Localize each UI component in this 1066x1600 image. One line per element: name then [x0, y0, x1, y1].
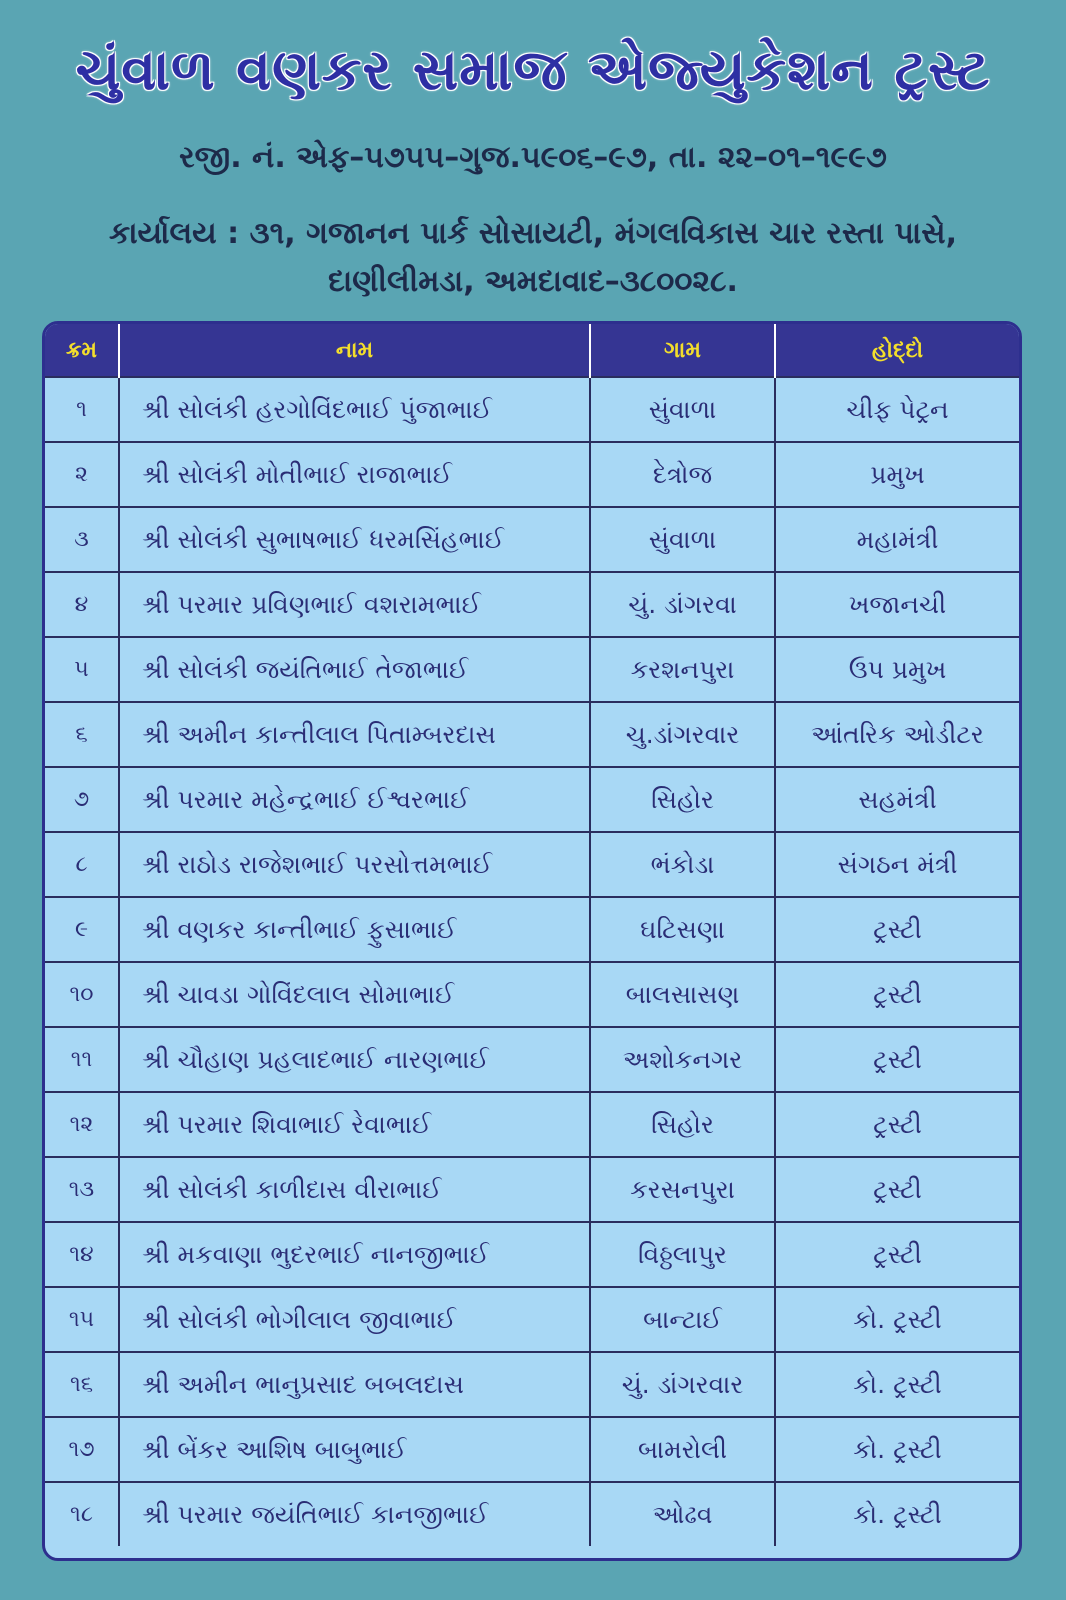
- serial-number-cell: ૧૭: [45, 1417, 119, 1482]
- table-row: [45, 377, 1019, 442]
- village-cell: સુંવાળા: [590, 377, 775, 442]
- member-name-cell: શ્રી રાઠોડ રાજેશભાઈ પરસોત્તમભાઈ: [119, 832, 590, 897]
- village-cell: સિહોર: [590, 767, 775, 832]
- post-cell: ટ્રસ્ટી: [775, 1157, 1019, 1222]
- trustee-table: [45, 324, 1019, 1546]
- table-row: [45, 1222, 1019, 1287]
- village-cell: ચું. ડાંગરવાર: [590, 1352, 775, 1417]
- village-cell: સિહોર: [590, 1092, 775, 1157]
- table-row: [45, 1417, 1019, 1482]
- serial-number-cell: ૫: [45, 637, 119, 702]
- post-cell: આંતરિક ઓડીટર: [775, 702, 1019, 767]
- member-name-cell: શ્રી પરમાર જયંતિભાઈ કાનજીભાઈ: [119, 1482, 590, 1546]
- post-cell: કો. ટ્રસ્ટી: [775, 1287, 1019, 1352]
- serial-number-cell: ૩: [45, 507, 119, 572]
- member-name-cell: શ્રી મકવાણા ભુદરભાઈ નાનજીભાઈ: [119, 1222, 590, 1287]
- post-cell: ઉપ પ્રમુખ: [775, 637, 1019, 702]
- table-row: [45, 572, 1019, 637]
- trust-title: ચુંવાળ વણકર સમાજ એજ્યુકેશન ટ્રસ્ટ: [75, 38, 991, 103]
- table-row: [45, 1092, 1019, 1157]
- post-cell: કો. ટ્રસ્ટી: [775, 1352, 1019, 1417]
- table-row: [45, 897, 1019, 962]
- post-cell: સંગઠન મંત્રી: [775, 832, 1019, 897]
- member-name-cell: શ્રી અમીન ભાનુપ્રસાદ બબલદાસ: [119, 1352, 590, 1417]
- member-name-cell: શ્રી સોલંકી જયંતિભાઈ તેજાભાઈ: [119, 637, 590, 702]
- member-name-cell: શ્રી સોલંકી મોતીભાઈ રાજાભાઈ: [119, 442, 590, 507]
- serial-number-cell: ૯: [45, 897, 119, 962]
- serial-number-cell: ૨: [45, 442, 119, 507]
- village-cell: ભંકોડા: [590, 832, 775, 897]
- post-cell: કો. ટ્રસ્ટી: [775, 1482, 1019, 1546]
- village-cell: ચું. ડાંગરવા: [590, 572, 775, 637]
- village-cell: દેત્રોજ: [590, 442, 775, 507]
- village-cell: ઘટિસણા: [590, 897, 775, 962]
- member-name-cell: શ્રી ચૌહાણ પ્રહલાદભાઈ નારણભાઈ: [119, 1027, 590, 1092]
- serial-number-cell: ૮: [45, 832, 119, 897]
- post-cell: ટ્રસ્ટી: [775, 897, 1019, 962]
- serial-number-cell: ૧૨: [45, 1092, 119, 1157]
- member-name-cell: શ્રી પરમાર પ્રવિણભાઈ વશરામભાઈ: [119, 572, 590, 637]
- member-name-cell: શ્રી બેંકર આશિષ બાબુભાઈ: [119, 1417, 590, 1482]
- village-cell: બામરોલી: [590, 1417, 775, 1482]
- serial-number-cell: ૧૮: [45, 1482, 119, 1546]
- table-row: [45, 702, 1019, 767]
- table-row: [45, 1352, 1019, 1417]
- table-row: [45, 1027, 1019, 1092]
- post-cell: ટ્રસ્ટી: [775, 1222, 1019, 1287]
- serial-number-cell: ૬: [45, 702, 119, 767]
- post-cell: ટ્રસ્ટી: [775, 1027, 1019, 1092]
- village-cell: વિઠ્ઠલાપુર: [590, 1222, 775, 1287]
- table-row: [45, 1482, 1019, 1546]
- post-cell: કો. ટ્રસ્ટી: [775, 1417, 1019, 1482]
- village-cell: કરસનપુરા: [590, 1157, 775, 1222]
- post-cell: સહમંત્રી: [775, 767, 1019, 832]
- column-header-serial: ક્રમ: [45, 324, 119, 377]
- member-name-cell: શ્રી વણકર કાન્તીભાઈ ફુસાભાઈ: [119, 897, 590, 962]
- table-row: [45, 832, 1019, 897]
- table-row: [45, 442, 1019, 507]
- table-header-row: [45, 324, 1019, 377]
- table-row: [45, 767, 1019, 832]
- column-header-village: ગામ: [590, 324, 775, 377]
- member-name-cell: શ્રી અમીન કાન્તીલાલ પિતામ્બરદાસ: [119, 702, 590, 767]
- column-header-post: હોદ્દો: [775, 324, 1019, 377]
- village-cell: બાન્ટાઈ: [590, 1287, 775, 1352]
- office-address-line-1: કાર્યાલય : ૩૧, ગજાનન પાર્ક સોસાયટી, મંગલવિકાસ ચાર રસ્તા પાસે,: [109, 216, 957, 251]
- village-cell: કરશનપુરા: [590, 637, 775, 702]
- member-name-cell: શ્રી સોલંકી સુભાષભાઈ ધરમસિંહભાઈ: [119, 507, 590, 572]
- post-cell: ટ્રસ્ટી: [775, 1092, 1019, 1157]
- table-row: [45, 1287, 1019, 1352]
- village-cell: બાલસાસણ: [590, 962, 775, 1027]
- table-row: [45, 507, 1019, 572]
- serial-number-cell: ૧૦: [45, 962, 119, 1027]
- member-name-cell: શ્રી ચાવડા ગોવિંદલાલ સોમાભાઈ: [119, 962, 590, 1027]
- serial-number-cell: ૭: [45, 767, 119, 832]
- village-cell: અશોકનગર: [590, 1027, 775, 1092]
- post-cell: મહામંત્રી: [775, 507, 1019, 572]
- registration-number: રજી. નં. એફ–૫૭૫૫–ગુજ.૫૯૦૬–૯૭, તા. ૨૨–૦૧–૧૯૯૭: [179, 140, 887, 175]
- table-row: [45, 962, 1019, 1027]
- table-body: [45, 377, 1019, 1546]
- member-name-cell: શ્રી સોલંકી હરગોવિંદભાઈ પુંજાભાઈ: [119, 377, 590, 442]
- village-cell: સુંવાળા: [590, 507, 775, 572]
- serial-number-cell: ૧૪: [45, 1222, 119, 1287]
- trustee-table-container: [42, 321, 1022, 1561]
- post-cell: ખજાનચી: [775, 572, 1019, 637]
- serial-number-cell: ૧૬: [45, 1352, 119, 1417]
- table-row: [45, 637, 1019, 702]
- office-address-line-2: દાણીલીમડા, અમદાવાદ–૩૮૦૦૨૮.: [328, 264, 738, 299]
- village-cell: ચુ.ડાંગરવાર: [590, 702, 775, 767]
- table-row: [45, 1157, 1019, 1222]
- post-cell: ટ્રસ્ટી: [775, 962, 1019, 1027]
- serial-number-cell: ૧૩: [45, 1157, 119, 1222]
- member-name-cell: શ્રી સોલંકી કાળીદાસ વીરાભાઈ: [119, 1157, 590, 1222]
- serial-number-cell: ૧: [45, 377, 119, 442]
- serial-number-cell: ૧૫: [45, 1287, 119, 1352]
- column-header-name: નામ: [119, 324, 590, 377]
- member-name-cell: શ્રી સોલંકી ભોગીલાલ જીવાભાઈ: [119, 1287, 590, 1352]
- serial-number-cell: ૪: [45, 572, 119, 637]
- member-name-cell: શ્રી પરમાર શિવાભાઈ રેવાભાઈ: [119, 1092, 590, 1157]
- post-cell: પ્રમુખ: [775, 442, 1019, 507]
- serial-number-cell: ૧૧: [45, 1027, 119, 1092]
- post-cell: ચીફ પેટ્રન: [775, 377, 1019, 442]
- member-name-cell: શ્રી પરમાર મહેન્દ્રભાઈ ઈશ્વરભાઈ: [119, 767, 590, 832]
- village-cell: ઓઢવ: [590, 1482, 775, 1546]
